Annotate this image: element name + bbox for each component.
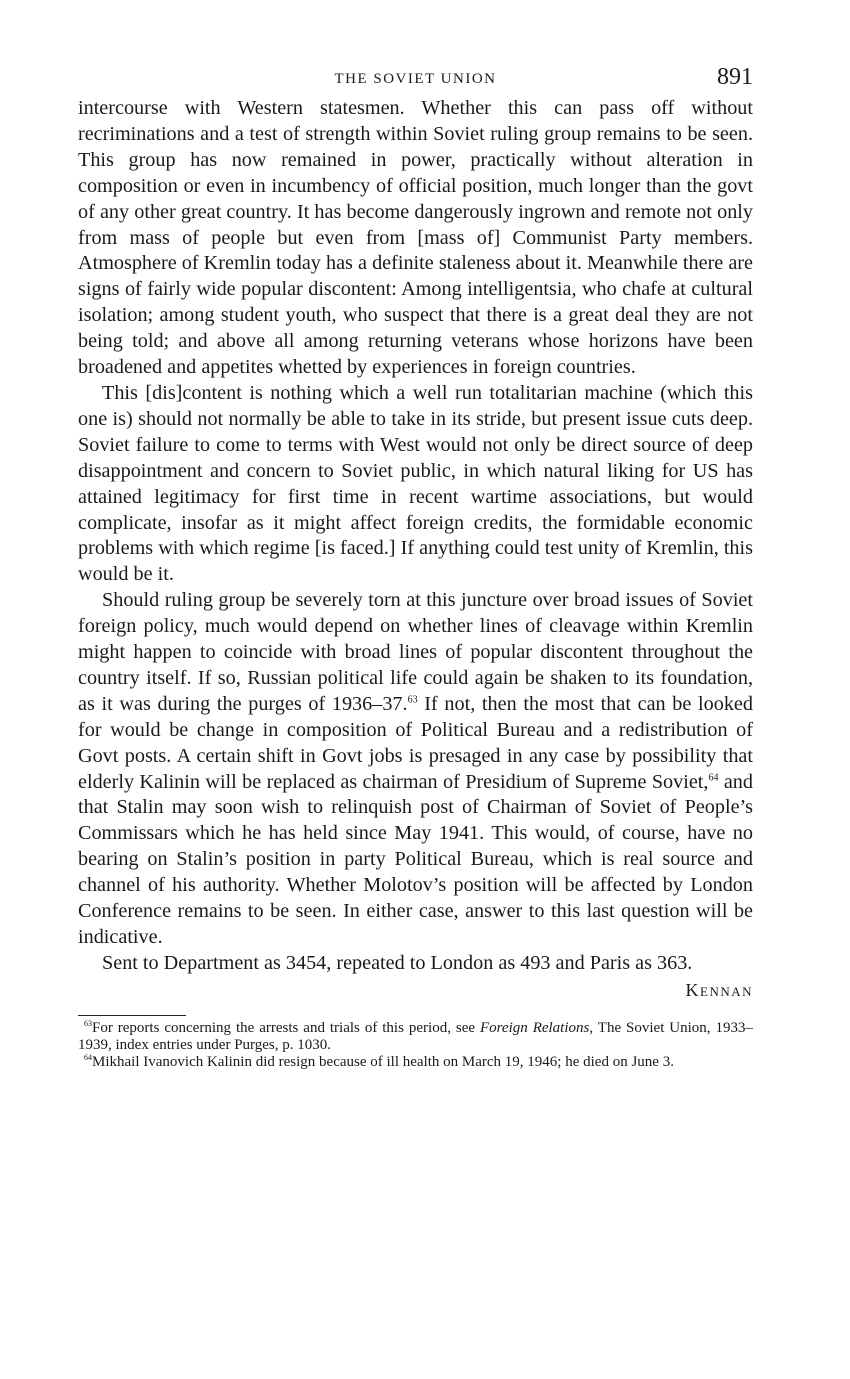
footnote-63-text-end: , The Soviet Union, 1933–1939, index entries under Purges, p. 1030. — [78, 1019, 754, 1053]
footnote-63-text: For reports concerning the arrests and trials of this period, see — [92, 1019, 480, 1036]
paragraph-3-part-1: Should ruling group be severely torn at this juncture over broad issues of Soviet foreign policy, much would depend on whether lines of cleavage within Kremlin might happen to coincide with broad lines of popular discontent throughout the country itself. If so, Russian political life could again be shaken to its foundation, as it was during the purges of 1936–37. — [78, 589, 753, 715]
document-page — [78, 62, 753, 1071]
body-text — [78, 96, 753, 977]
paragraph-3 — [78, 588, 753, 951]
page-number: 891 — [717, 64, 753, 90]
footnote-ref-63[interactable]: 63 — [407, 694, 418, 706]
footnote-mark-63: 63 — [84, 1018, 92, 1028]
paragraph-2: This [dis]content is nothing which a well run totalitarian machine (which this one is) should not normally be able to take in its stride, but present issue cuts deep. Soviet failure to come to terms with West would not only be direct source of deep disappointment and concern to Soviet public, in which natural liking for US has attained legitimacy for first time in recent wartime associations, but would complicate, insofar as it might affect foreign credits, the formidable economic problems with which regime [is faced.] If anything could test unity of Kremlin, this would be it. — [78, 381, 753, 586]
page-header — [78, 62, 753, 96]
footnote-64-text: Mikhail Ivanovich Kalinin did resign because of ill health on March 19, 1946; he died on June 3. — [92, 1053, 674, 1070]
footnotes — [78, 1020, 753, 1071]
footnote-mark-64: 64 — [84, 1052, 92, 1062]
footnote-64 — [78, 1054, 753, 1071]
paragraph-1: intercourse with Western statesmen. Whether this can pass off without recriminations and a test of strength within Soviet ruling group remains to be seen. This group has now remained in power, practically without alteration in composition or even in incumbency of official position, much longer than the govt of any other great country. It has become dangerously ingrown and remote not only from mass of people but even from [mass of] Communist Party members. Atmosphere of Kremlin today has a definite staleness about it. Meanwhile there are signs of fairly wide popular discontent: Among intelligentsia, who chafe at cultural isolation; among student youth, who suspect that there is a great deal they are not being told; and above all among returning veterans whose horizons have been broadened and appetites whetted by experiences in foreign countries. — [78, 97, 753, 379]
paragraph-4: Sent to Department as 3454, repeated to London as 493 and Paris as 363. — [102, 951, 693, 974]
footnote-63-italic: Foreign Relations — [479, 1019, 590, 1036]
paragraph-3-part-2: If not, then the most that can be looked for would be change in composition of Political Bureau and a redistribution of Govt posts. A certain shift in Govt jobs is presaged in any case by possibility that elderly Kalinin will be replaced as chairman of Presidium of Supreme Soviet, — [78, 692, 753, 793]
signature: Kennan — [685, 979, 753, 1000]
footnote-ref-64[interactable]: 64 — [708, 771, 719, 783]
running-title: THE SOVIET UNION — [334, 71, 497, 87]
paragraph-3-part-3: and that Stalin may soon wish to relinquish post of Chairman of Soviet of People’s Commissars which he has held since May 1941. This would, of course, have no bearing on Stalin’s position in party Political Bureau, which is real source and channel of his authority. Whether Molotov’s position will be affected by London Conference remains to be seen. In either case, answer to this last question will be indicative. — [78, 770, 753, 948]
footnote-divider — [78, 1015, 186, 1016]
footnote-63 — [78, 1020, 753, 1054]
